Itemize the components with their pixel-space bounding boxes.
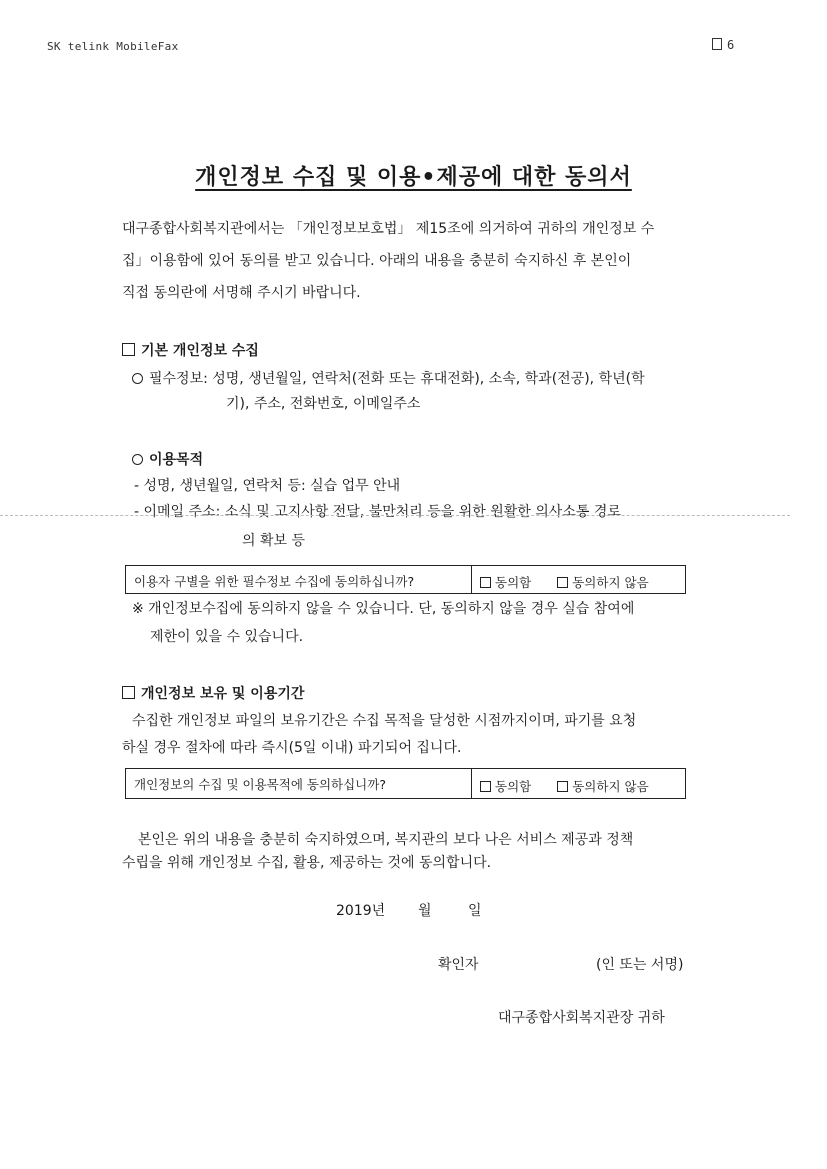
circle-bullet-icon [132,373,143,384]
purpose-heading-text: 이용목적 [149,452,204,468]
purpose-heading [132,449,203,469]
note-line-2: 제한이 있을 수 있습니다. [150,629,304,645]
addressee: 대구종합사회복지관장 귀하 [498,1010,665,1026]
agree-option[interactable] [480,571,531,593]
disagree-option[interactable] [557,571,648,593]
section2-heading [122,683,304,703]
section2-heading-text: 개인정보 보유 및 이용기간 [141,686,305,702]
consent-question: 개인정보의 수집 및 이용목적에 동의하십니까? [126,769,472,798]
section2-line-2: 하실 경우 절차에 따라 즉시(5일 이내) 파기되어 집니다. [122,740,462,756]
fax-header: SK telink MobileFax [47,40,179,53]
disagree-checkbox[interactable] [557,781,568,792]
agree-label: 동의함 [495,779,532,794]
page-number [712,38,734,52]
closing-line-2: 수립을 위해 개인정보 수집, 활용, 제공하는 것에 동의합니다. [122,855,492,871]
consent-options [472,769,685,798]
date-month: 월 [418,903,432,919]
agree-checkbox[interactable] [480,781,491,792]
purpose-line-1: - 성명, 생년월일, 연락처 등: 실습 업무 안내 [134,478,401,494]
section1-heading-text: 기본 개인정보 수집 [141,343,259,359]
intro-line-1: 대구종합사회복지관에서는 「개인정보보호법」 제15조에 의거하여 귀하의 개인정보 수 [122,221,655,237]
closing-line-1: 본인은 위의 내용을 충분히 숙지하였으며, 복지관의 보다 나은 서비스 제공과 정책 [138,832,634,848]
agree-checkbox[interactable] [480,577,491,588]
intro-line-3: 직접 동의란에 서명해 주시기 바랍니다. [122,285,361,301]
circle-bullet-icon [132,454,143,465]
signer-label: 확인자 [438,957,479,973]
signature-note: (인 또는 서명) [596,957,684,973]
consent-options [472,566,685,593]
section1-item [132,368,645,388]
note-line-1: ※ 개인정보수집에 동의하지 않을 수 있습니다. 단, 동의하지 않을 경우 실습 참여에 [132,601,635,617]
page-title-text: 개인정보 수집 및 이용•제공에 대한 동의서 [195,165,632,190]
disagree-checkbox[interactable] [557,577,568,588]
page-title [0,160,827,191]
agree-option[interactable] [480,774,531,798]
date-year: 2019년 [336,903,386,919]
purpose-line-3: 의 확보 등 [242,533,305,549]
disagree-option[interactable] [557,774,648,798]
consent-question: 이용자 구별을 위한 필수정보 수집에 동의하십니까? [126,566,472,593]
page-icon [712,38,722,50]
section2-line-1: 수집한 개인정보 파일의 보유기간은 수집 목적을 달성한 시점까지이며, 파기를 요청 [132,713,637,729]
disagree-label: 동의하지 않음 [572,779,649,794]
checkbox-square-icon [122,343,135,356]
disagree-label: 동의하지 않음 [572,575,649,590]
checkbox-square-icon [122,686,135,699]
purpose-line-2: - 이메일 주소: 소식 및 고지사항 전달, 불만처리 등을 위한 원활한 의사소통 경로 [134,504,621,520]
agree-label: 동의함 [495,575,532,590]
section1-heading [122,340,259,360]
section1-item-line2: 기), 주소, 전화번호, 이메일주소 [226,396,421,412]
page-number-value: 6 [727,38,735,52]
intro-line-2: 집」이용함에 있어 동의를 받고 있습니다. 아래의 내용을 충분히 숙지하신 후 본인이 [122,253,632,269]
consent-box-required-info [125,565,686,594]
scan-artifact-line [0,515,790,516]
date-day: 일 [468,903,482,919]
consent-box-retention [125,768,686,799]
section1-item-line1: 필수정보: 성명, 생년월일, 연락처(전화 또는 휴대전화), 소속, 학과(전공), 학년(학 [149,371,645,387]
